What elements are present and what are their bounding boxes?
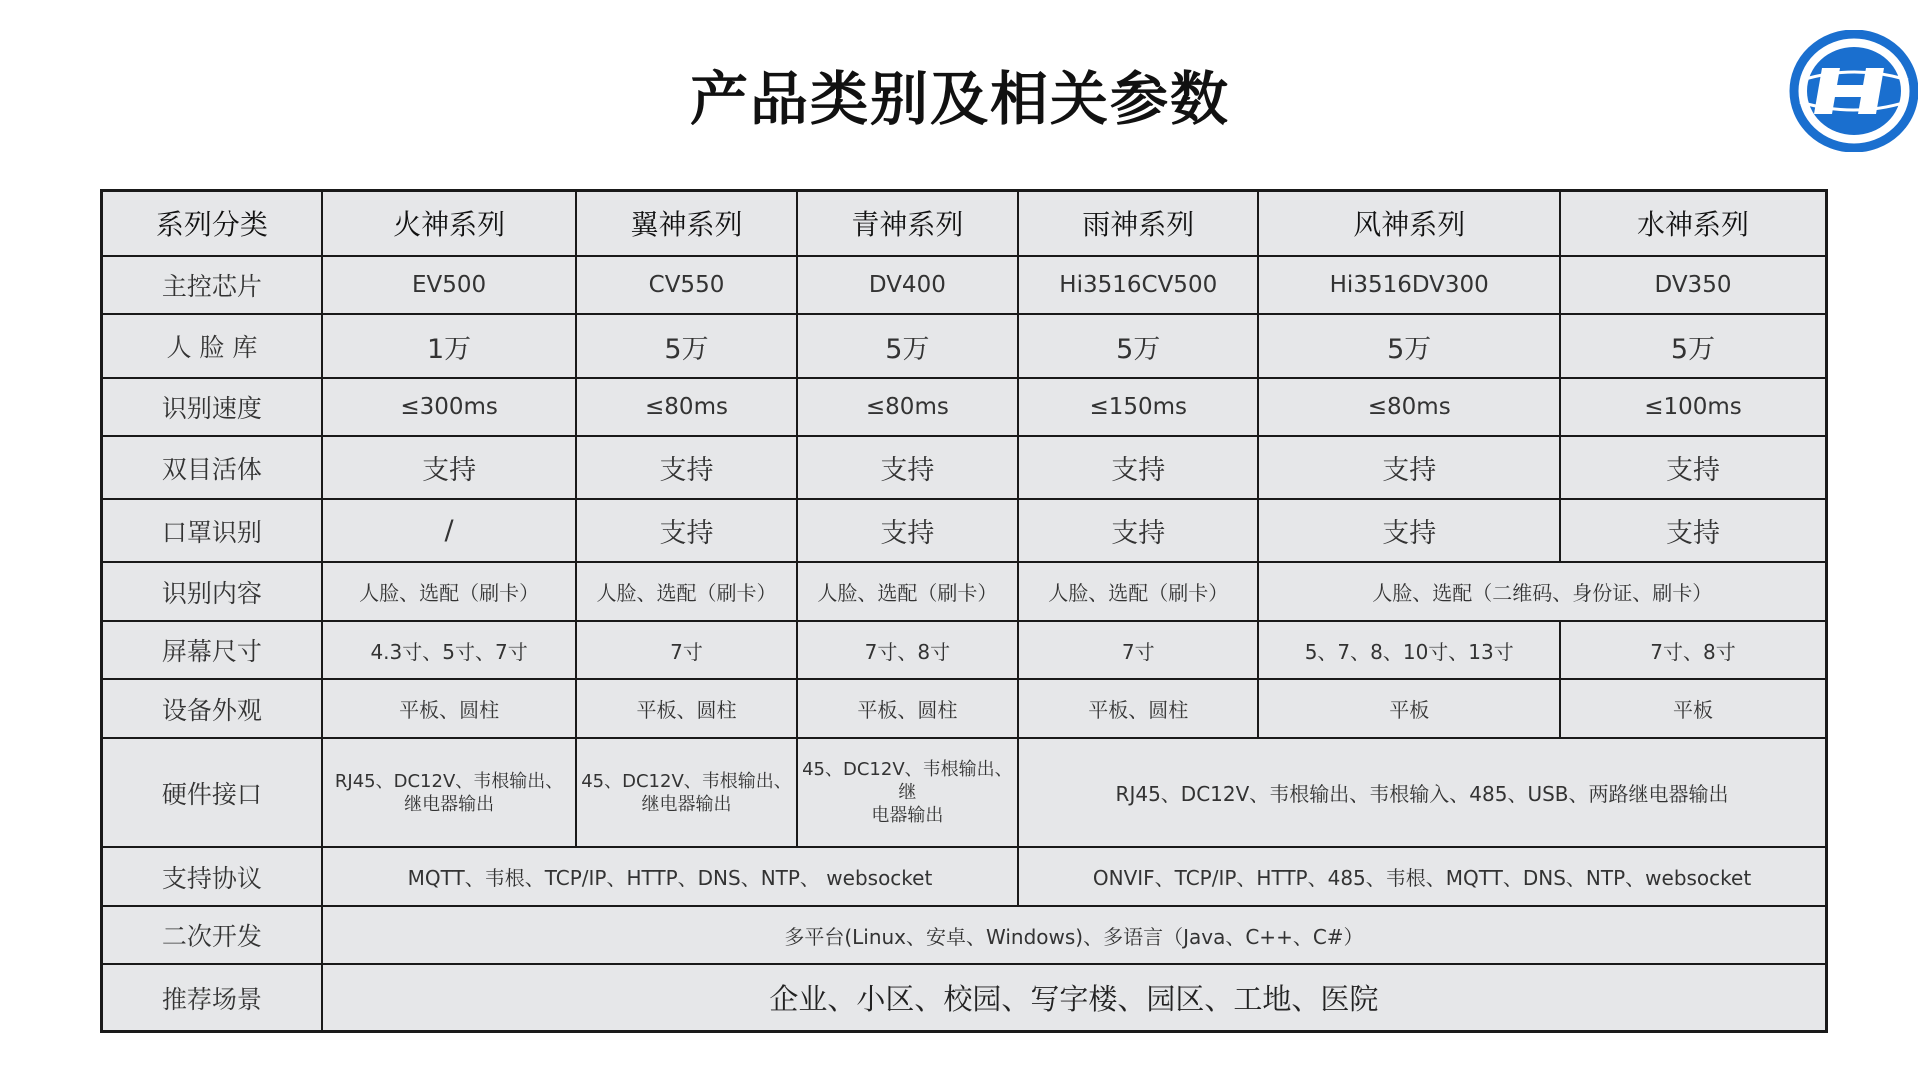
table-cell: DV400	[797, 256, 1018, 315]
table-cell: 支持	[1258, 436, 1560, 499]
table-cell: 人脸、选配（刷卡）	[1018, 562, 1258, 621]
table-row	[102, 906, 1827, 965]
row-label: 主控芯片	[102, 256, 322, 315]
table-cell: 平板、圆柱	[797, 679, 1018, 738]
table-cell: 平板、圆柱	[322, 679, 576, 738]
table-cell: 5、7、8、10寸、13寸	[1258, 621, 1560, 680]
table-cell: 5万	[1560, 314, 1827, 377]
header-row	[102, 191, 1827, 256]
table-cell: ≤150ms	[1018, 378, 1258, 437]
cell-line: 电器输出	[871, 805, 944, 827]
row-label: 双目活体	[102, 436, 322, 499]
table-cell: 7寸、8寸	[1560, 621, 1827, 680]
company-logo-icon	[1788, 30, 1918, 152]
table-cell: ≤300ms	[322, 378, 576, 437]
table-cell	[322, 738, 576, 847]
table-cell: 支持	[797, 499, 1018, 562]
cell-line: 继电器输出	[641, 793, 732, 815]
table-row	[102, 378, 1827, 437]
table-cell: 人脸、选配（刷卡）	[797, 562, 1018, 621]
table-cell: 平板	[1258, 679, 1560, 738]
table-cell: ≤100ms	[1560, 378, 1827, 437]
table-cell: 支持	[1560, 436, 1827, 499]
table-cell: 5万	[797, 314, 1018, 377]
header-cell: 风神系列	[1258, 191, 1560, 256]
cell-line: 继电器输出	[404, 793, 495, 815]
table-row	[102, 738, 1827, 847]
table-cell: Hi3516CV500	[1018, 256, 1258, 315]
table-cell: Hi3516DV300	[1258, 256, 1560, 315]
row-label: 设备外观	[102, 679, 322, 738]
table-cell: 4.3寸、5寸、7寸	[322, 621, 576, 680]
table-cell: 5万	[1258, 314, 1560, 377]
table-cell: DV350	[1560, 256, 1827, 315]
cell-line: RJ45、DC12V、韦根输出、	[334, 770, 564, 792]
row-label: 硬件接口	[102, 738, 322, 847]
table-cell	[797, 738, 1018, 847]
table-cell: 支持	[576, 499, 796, 562]
header-cell: 系列分类	[102, 191, 322, 256]
table-cell: 人脸、选配（刷卡）	[322, 562, 576, 621]
table-row	[102, 679, 1827, 738]
table-cell: 5万	[576, 314, 796, 377]
table-cell: ONVIF、TCP/IP、HTTP、485、韦根、MQTT、DNS、NTP、websocket	[1018, 847, 1826, 906]
table-cell: 7寸	[1018, 621, 1258, 680]
table-cell: ≤80ms	[1258, 378, 1560, 437]
table-cell: 5万	[1018, 314, 1258, 377]
table-cell: MQTT、韦根、TCP/IP、HTTP、DNS、NTP、 websocket	[322, 847, 1018, 906]
table-cell: EV500	[322, 256, 576, 315]
row-label: 推荐场景	[102, 964, 322, 1031]
table-row	[102, 621, 1827, 680]
table-cell: 支持	[1018, 499, 1258, 562]
row-label: 口罩识别	[102, 499, 322, 562]
row-label: 识别内容	[102, 562, 322, 621]
table-cell: 平板	[1560, 679, 1827, 738]
header-cell: 雨神系列	[1018, 191, 1258, 256]
table-cell: 人脸、选配（二维码、身份证、刷卡）	[1258, 562, 1826, 621]
table-cell: ≤80ms	[797, 378, 1018, 437]
table-cell: 平板、圆柱	[576, 679, 796, 738]
table-row	[102, 314, 1827, 377]
table-cell: 支持	[1560, 499, 1827, 562]
header-cell: 水神系列	[1560, 191, 1827, 256]
header-cell: 翼神系列	[576, 191, 796, 256]
table-row	[102, 436, 1827, 499]
table-cell	[576, 738, 796, 847]
table-row	[102, 562, 1827, 621]
table-cell: 支持	[1258, 499, 1560, 562]
cell-line: 45、DC12V、韦根输出、继	[802, 759, 1013, 804]
row-label: 识别速度	[102, 378, 322, 437]
table-cell: 支持	[797, 436, 1018, 499]
cell-line: 45、DC12V、韦根输出、	[581, 770, 792, 792]
header-cell: 火神系列	[322, 191, 576, 256]
table-cell: 1万	[322, 314, 576, 377]
table-row	[102, 847, 1827, 906]
table-cell: 支持	[1018, 436, 1258, 499]
table-cell: 人脸、选配（刷卡）	[576, 562, 796, 621]
table-cell: RJ45、DC12V、韦根输出、韦根输入、485、USB、两路继电器输出	[1018, 738, 1826, 847]
product-spec-table	[100, 189, 1828, 1033]
table-cell: 企业、小区、校园、写字楼、园区、工地、医院	[322, 964, 1827, 1031]
table-cell: 7寸、8寸	[797, 621, 1018, 680]
table-cell: 平板、圆柱	[1018, 679, 1258, 738]
table-row	[102, 499, 1827, 562]
table-cell: /	[322, 499, 576, 562]
row-label: 人 脸 库	[102, 314, 322, 377]
table-cell: ≤80ms	[576, 378, 796, 437]
table-row	[102, 256, 1827, 315]
row-label: 二次开发	[102, 906, 322, 965]
table-cell: 7寸	[576, 621, 796, 680]
page-title: 产品类别及相关参数	[689, 65, 1230, 133]
table-cell: 支持	[576, 436, 796, 499]
header-cell: 青神系列	[797, 191, 1018, 256]
table-cell: 支持	[322, 436, 576, 499]
table-cell: CV550	[576, 256, 796, 315]
row-label: 支持协议	[102, 847, 322, 906]
row-label: 屏幕尺寸	[102, 621, 322, 680]
table-row	[102, 964, 1827, 1031]
table-cell: 多平台(Linux、安卓、Windows)、多语言（Java、C++、C#）	[322, 906, 1827, 965]
